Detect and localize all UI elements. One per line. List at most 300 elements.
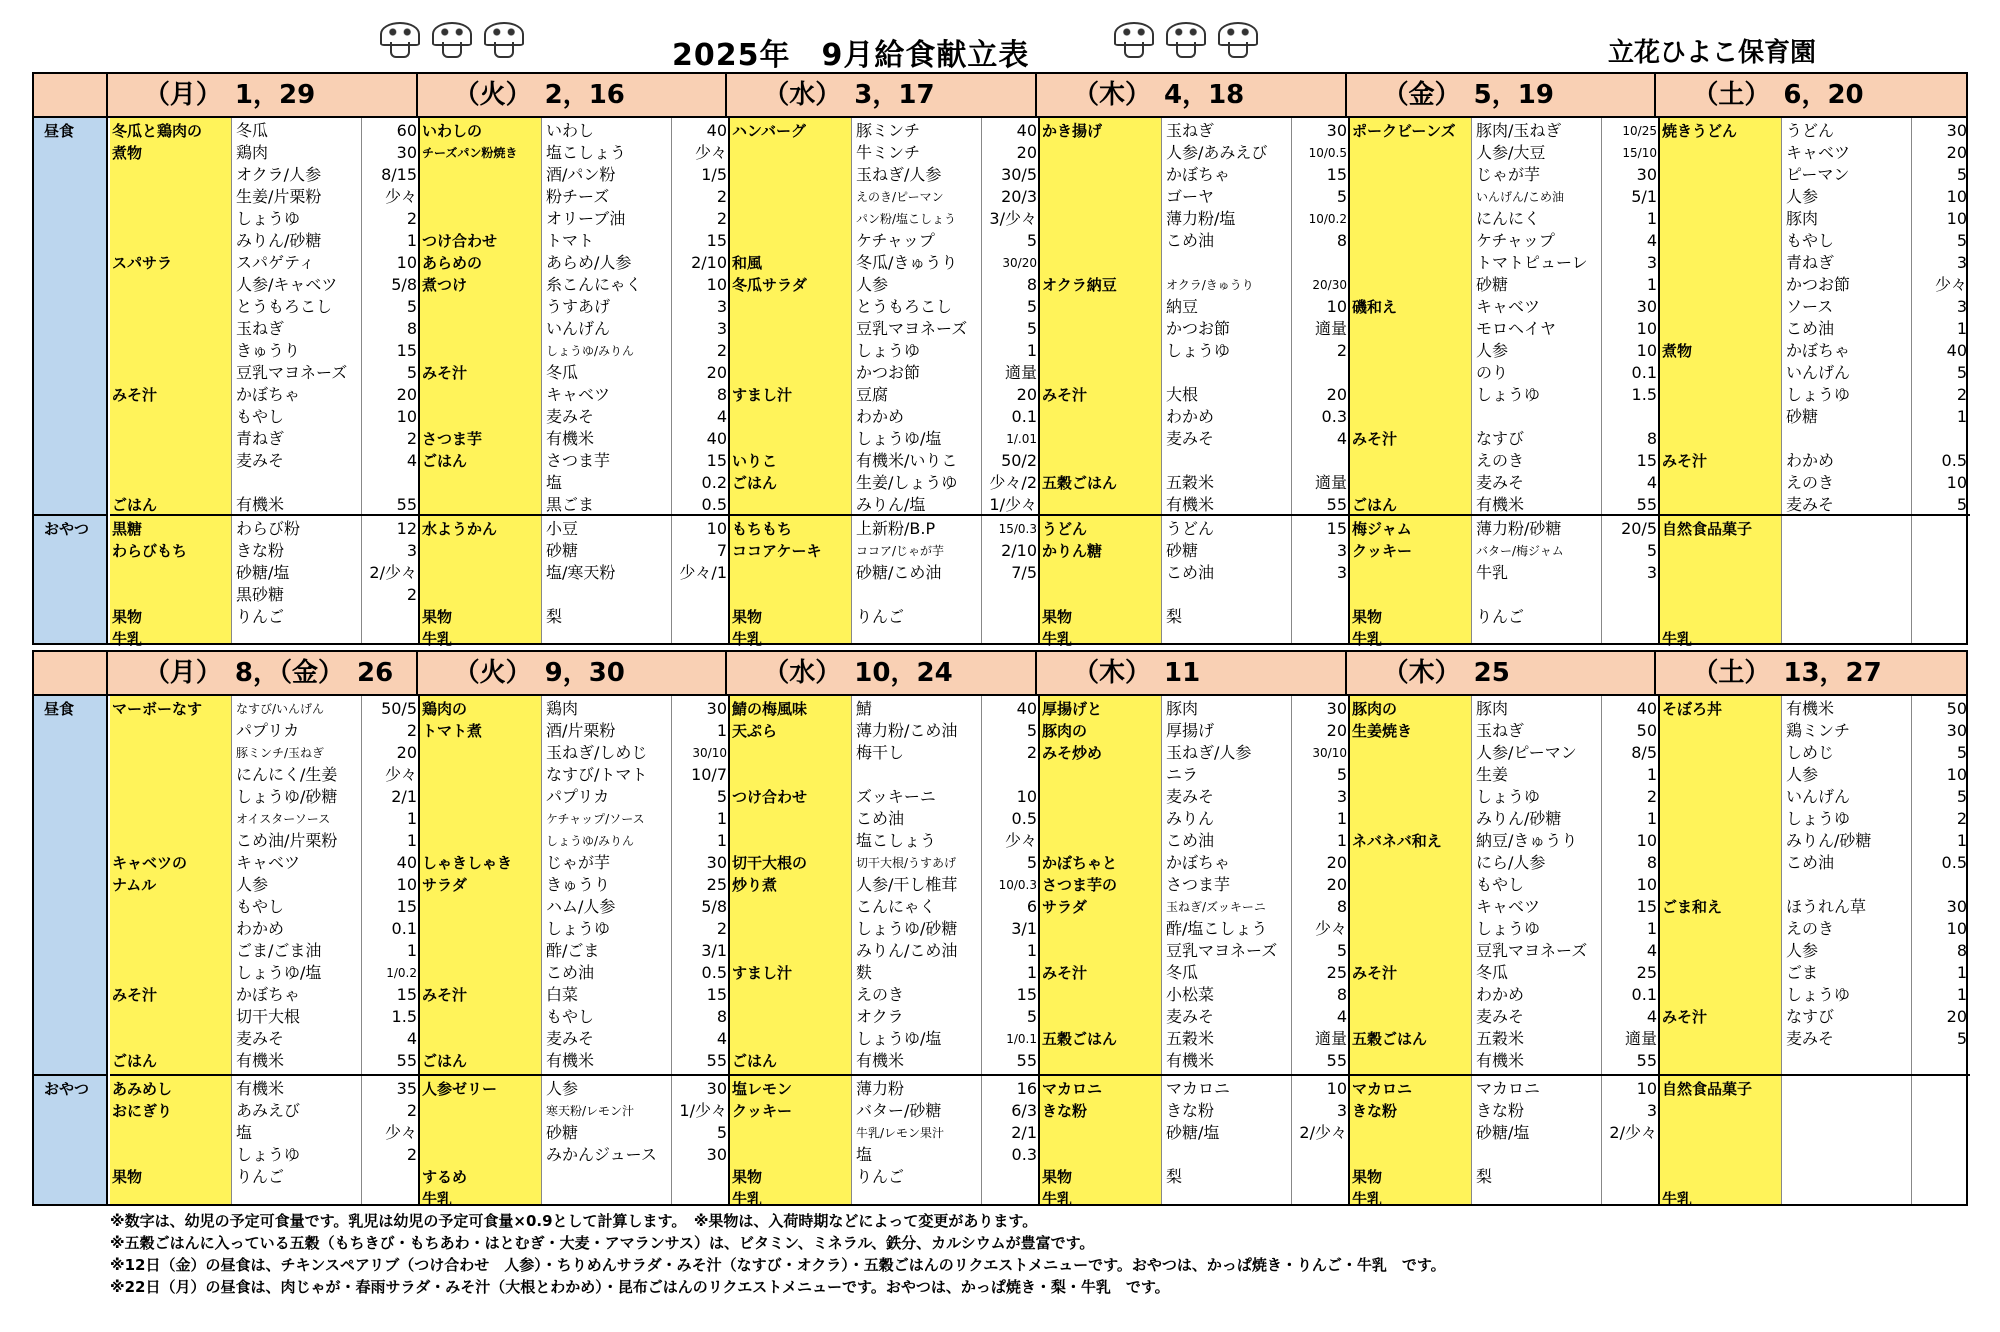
ingredient-name: りんご (236, 1167, 285, 1186)
amount-value: 4 (1336, 1007, 1347, 1026)
amount-value: 4 (1646, 941, 1657, 960)
amount-value: 40 (396, 853, 417, 872)
amount-value: 1 (1646, 765, 1657, 784)
amount-value: 3 (1956, 297, 1967, 316)
ingredient-name: しょうゆ (1786, 985, 1851, 1004)
amount-value: 55 (1326, 495, 1347, 514)
ingredient-name: 牛乳/レモン果汁 (856, 1126, 945, 1140)
snack-cell (420, 1074, 730, 1208)
day-header: （木） 11 (1037, 652, 1347, 694)
ingredient-name: みりん/塩 (856, 495, 926, 514)
day-header: （木） 4，18 (1037, 74, 1347, 116)
amount-value: 20 (396, 385, 417, 404)
amount-value: 1 (1646, 275, 1657, 294)
amount-value: 20 (1326, 385, 1347, 404)
amount-value: 5 (1956, 743, 1967, 762)
ingredient-column (232, 516, 362, 643)
ingredient-name: トマトピューレ (1476, 253, 1588, 272)
ingredient-name: 五穀米 (1166, 1029, 1215, 1048)
amount-column (982, 118, 1040, 514)
ingredient-column (542, 118, 672, 514)
amount-value: 2 (716, 919, 727, 938)
dish-column (110, 118, 232, 514)
ingredient-name: うすあげ (546, 297, 611, 316)
ingredient-name: 玉ねぎ (1476, 721, 1525, 740)
amount-value: 1/.01 (1006, 432, 1037, 446)
ingredient-name: キャベツ (1476, 297, 1541, 316)
note-line: ※12日（金）の昼食は、チキンスペアリブ（つけ合わせ 人参）・ちりめんサラダ・みそ汁（なすび・オクラ）・五穀ごはんのリクエストメニューです。おやつは、かっぱ焼き・りんご・牛乳 です。 (110, 1256, 1446, 1274)
ingredient-name: 冬瓜 (1476, 963, 1509, 982)
dish-name: 生姜焼き (1352, 722, 1413, 740)
amount-column (672, 1076, 730, 1204)
corner-cell (34, 652, 108, 694)
ingredient-name: かつお節 (856, 363, 921, 382)
dish-name: 果物 (422, 608, 453, 626)
dish-column (730, 1076, 852, 1208)
dish-name: 自然食品菓子 (1662, 1080, 1753, 1098)
amount-value: 2/1 (1011, 1123, 1037, 1142)
dish-name: 水ようかん (422, 520, 498, 538)
ingredient-name: マカロニ (1166, 1079, 1231, 1098)
dish-name: 牛乳 (1042, 1190, 1073, 1208)
amount-value: 55 (396, 1051, 417, 1070)
ingredient-name: 人参 (546, 1079, 579, 1098)
amount-value: 30 (706, 699, 727, 718)
dish-name: スパサラ (112, 254, 173, 272)
amount-value: 2 (716, 209, 727, 228)
ingredient-name: えのき (856, 985, 905, 1004)
dish-name: 人参ゼリー (422, 1080, 498, 1098)
ingredient-name: 豆乳マヨネーズ (1476, 941, 1588, 960)
ingredient-name: 人参 (236, 875, 269, 894)
dish-name: 牛乳 (422, 1190, 453, 1208)
ingredient-name: トマト (546, 231, 595, 250)
amount-value: 8 (1336, 985, 1347, 1004)
ingredient-name: しょうゆ (1786, 385, 1851, 404)
amount-value: 10 (706, 519, 727, 538)
amount-value: 3 (716, 297, 727, 316)
dish-name: ナムル (112, 876, 157, 894)
amount-value: 20 (1016, 143, 1037, 162)
ingredient-column (852, 516, 982, 643)
ingredient-name: 塩 (856, 1145, 873, 1164)
amount-value: 30/20 (1002, 256, 1037, 270)
amount-value: 1/0.2 (386, 966, 417, 980)
ingredient-name: 厚揚げ (1166, 721, 1215, 740)
ingredient-name: 冬瓜 (1166, 963, 1199, 982)
ingredient-column (1782, 696, 1912, 1074)
dish-name: みそ炒め (1042, 744, 1103, 762)
ingredient-name: パプリカ (546, 787, 610, 806)
dish-name: みそ汁 (422, 364, 468, 382)
ingredient-name: 麦みそ (1786, 495, 1835, 514)
ingredient-name: 麦みそ (1476, 1007, 1525, 1026)
ingredient-name: しょうゆ (546, 919, 611, 938)
ingredient-name: 砂糖/塩 (1476, 1123, 1530, 1142)
amount-value: 12 (396, 519, 417, 538)
amount-value: 少々 (384, 187, 417, 206)
amount-value: 2/少々 (1299, 1123, 1347, 1142)
ingredient-name: 砂糖 (1476, 275, 1509, 294)
amount-value: 0.1 (1011, 407, 1037, 426)
ingredient-name: 生姜/片栗粉 (236, 187, 322, 206)
ingredient-name: 薄力粉 (856, 1079, 905, 1098)
ingredient-name: 砂糖/こめ油 (856, 563, 942, 582)
ingredient-name: ゴーヤ (1166, 187, 1215, 206)
amount-value: 3/1 (701, 941, 727, 960)
dish-name: ごはん (1352, 496, 1398, 514)
ingredient-name: みりん/砂糖 (1476, 809, 1562, 828)
snack-cell (1040, 514, 1350, 648)
amount-value: 5 (716, 1123, 727, 1142)
ingredient-column (1162, 1076, 1292, 1204)
ingredient-name: しょうゆ (236, 209, 301, 228)
note-line: ※五穀ごはんに入っている五穀（もちきび・もちあわ・はとむぎ・大麦・アマランサス）は、ビタミン、ミネラル、鉄分、カルシウムが豊富です。 (110, 1234, 1095, 1252)
ingredient-column (542, 516, 672, 643)
amount-value: 1 (406, 231, 417, 250)
dish-name: 梅ジャム (1352, 520, 1412, 538)
ingredient-name: 玉ねぎ/ズッキーニ (1166, 900, 1266, 914)
amount-value: 30 (706, 1145, 727, 1164)
ingredient-name: 切干大根 (236, 1007, 301, 1026)
amount-value: 少々 (1004, 831, 1037, 850)
amount-value: 3 (1336, 563, 1347, 582)
amount-value: 30/5 (1001, 165, 1037, 184)
amount-value: 20/5 (1621, 519, 1657, 538)
amount-value: 20 (1946, 1007, 1967, 1026)
amount-value: 少々/2 (989, 473, 1037, 492)
ingredient-column (232, 696, 362, 1074)
ingredient-name: 豆乳マヨネーズ (236, 363, 348, 382)
dish-name: 煮つけ (422, 276, 468, 294)
amount-value: 8/5 (1631, 743, 1657, 762)
amount-column (1912, 118, 1970, 514)
dish-name: かりん糖 (1042, 542, 1103, 560)
dish-column (1660, 118, 1782, 514)
ingredient-name: 牛乳 (1476, 563, 1509, 582)
dish-name: つけ合わせ (732, 788, 808, 806)
ingredient-name: オクラ (856, 1007, 904, 1026)
dish-name: 牛乳 (732, 630, 763, 648)
amount-value: 0.5 (701, 963, 727, 982)
dish-name: クッキー (1352, 542, 1413, 560)
dish-name: すまし汁 (732, 386, 793, 404)
ingredient-name: 塩 (236, 1123, 253, 1142)
ingredient-name: いんげん (546, 319, 611, 338)
ingredient-name: 薄力粉/塩 (1166, 209, 1236, 228)
amount-value: 5 (716, 787, 727, 806)
amount-value: 1 (1336, 831, 1347, 850)
amount-value: 2 (1026, 743, 1037, 762)
amount-value: 1 (1646, 809, 1657, 828)
ingredient-name: オイスターソース (236, 812, 331, 826)
amount-value: 1 (1026, 341, 1037, 360)
lunch-cell (1660, 696, 1970, 1074)
amount-value: 6 (1026, 897, 1037, 916)
amount-value: 2 (1646, 787, 1657, 806)
dish-column (110, 696, 232, 1074)
amount-value: 0.5 (1011, 809, 1037, 828)
dish-name: 果物 (1352, 1168, 1383, 1186)
lunch-label: 昼食 (34, 118, 108, 514)
amount-value: 7/5 (1011, 563, 1037, 582)
dish-name: いわしの (422, 122, 483, 140)
amount-value: 2/10 (691, 253, 727, 272)
amount-value: 3/1 (1011, 919, 1037, 938)
mushroom-illustration (1110, 20, 1258, 60)
ingredient-name: かぼちゃ (1166, 165, 1231, 184)
ingredient-name: オリーブ油 (546, 209, 626, 228)
dish-name: 煮物 (112, 144, 143, 162)
dish-name: 果物 (1042, 608, 1073, 626)
snack-cell (1350, 514, 1660, 648)
ingredient-name: 有機米 (236, 1079, 285, 1098)
lunch-cell (420, 696, 730, 1074)
ingredient-name: 豚肉/玉ねぎ (1476, 121, 1562, 140)
amount-value: 2 (1336, 341, 1347, 360)
amount-value: 10 (1946, 919, 1967, 938)
ingredient-name: 納豆/きゅうり (1476, 831, 1578, 850)
ingredient-name: キャベツ (1786, 143, 1851, 162)
ingredient-name: もやし (1786, 231, 1835, 250)
ingredient-column (852, 1076, 982, 1204)
dish-column (1660, 696, 1782, 1074)
amount-value: 2 (406, 721, 417, 740)
ingredient-name: 鶏肉 (546, 699, 579, 718)
ingredient-name: 麦みそ (1166, 429, 1215, 448)
ingredient-name: 麦みそ (236, 1029, 285, 1048)
amount-value: 8 (1026, 275, 1037, 294)
ingredient-name: 上新粉/B.P (856, 519, 936, 538)
ingredient-name: なすび (1786, 1007, 1835, 1026)
amount-value: 5 (1336, 941, 1347, 960)
ingredient-name: じゃが芋 (1476, 165, 1541, 184)
amount-value: 少々 (384, 765, 417, 784)
dish-name: 牛乳 (1662, 630, 1693, 648)
amount-value: 10 (1946, 765, 1967, 784)
dish-name: みそ汁 (1662, 1008, 1708, 1026)
amount-value: 55 (1636, 495, 1657, 514)
dish-name: みそ汁 (422, 986, 468, 1004)
ingredient-name: 豚肉 (1166, 699, 1199, 718)
dish-column (1040, 1076, 1162, 1208)
amount-value: 適量 (1314, 1029, 1347, 1048)
amount-value: 30 (1326, 699, 1347, 718)
ingredient-name: わかめ (1786, 451, 1835, 470)
ingredient-name: モロヘイヤ (1476, 319, 1557, 338)
ingredient-name: パン粉/塩こしょう (856, 212, 957, 226)
dish-name: 冬瓜と鶏肉の (112, 122, 203, 140)
amount-value: 25 (1636, 963, 1657, 982)
amount-value: 60 (396, 121, 417, 140)
amount-value: 10 (1946, 187, 1967, 206)
page-header (0, 0, 2000, 72)
amount-value: 1 (716, 809, 727, 828)
ingredient-name: わかめ (236, 919, 285, 938)
amount-value: 1 (1956, 319, 1967, 338)
ingredient-name: こめ油 (1786, 853, 1835, 872)
amount-value: 5/1 (1631, 187, 1657, 206)
amount-value: 5 (1026, 297, 1037, 316)
ingredient-name: さつま芋 (546, 451, 611, 470)
ingredient-name: 有機米 (1166, 1051, 1215, 1070)
ingredient-name: キャベツ (546, 385, 611, 404)
dish-name: 牛乳 (732, 1190, 763, 1208)
ingredient-name: バター/梅ジャム (1476, 544, 1564, 558)
dish-name: そぼろ丼 (1662, 700, 1723, 718)
ingredient-name: 豚ミンチ (856, 121, 921, 140)
amount-value: 40 (1016, 699, 1037, 718)
dish-name: きな粉 (1042, 1102, 1088, 1120)
ingredient-name: 薄力粉/こめ油 (856, 721, 958, 740)
amount-value: 8 (716, 1007, 727, 1026)
ingredient-column (1782, 516, 1912, 643)
dish-name: チーズパン粉焼き (422, 146, 518, 160)
lunch-cell (110, 118, 420, 514)
amount-value: 1.5 (391, 1007, 417, 1026)
amount-value: 3 (1336, 787, 1347, 806)
ingredient-name: こんにゃく (856, 897, 936, 916)
ingredient-name: もやし (1476, 875, 1525, 894)
amount-value: 40 (706, 121, 727, 140)
ingredient-name: みりん/こめ油 (856, 941, 958, 960)
ingredient-name: ケチャップ/ソース (546, 812, 645, 826)
amount-value: 5 (1646, 541, 1657, 560)
amount-value: 15/10 (1622, 146, 1657, 160)
amount-value: 1/少々 (679, 1101, 727, 1120)
ingredient-name: しょうゆ (1476, 787, 1541, 806)
amount-value: 5 (1026, 853, 1037, 872)
ingredient-name: 塩こしょう (546, 143, 627, 162)
ingredient-name: えのき/ピーマン (856, 190, 944, 204)
ingredient-name: 人参/あみえび (1166, 143, 1268, 162)
amount-value: 0.5 (701, 495, 727, 514)
amount-column (672, 118, 730, 514)
ingredient-column (852, 118, 982, 514)
amount-value: 10 (1636, 341, 1657, 360)
dish-name: しゃきしゃき (422, 854, 513, 872)
ingredient-name: 大根 (1166, 385, 1199, 404)
dish-name: ごはん (112, 496, 158, 514)
amount-column (1292, 118, 1350, 514)
ingredient-name: かぼちゃ (236, 385, 301, 404)
amount-column (1602, 1076, 1660, 1204)
lunch-cell (1350, 696, 1660, 1074)
dish-name: うどん (1042, 520, 1088, 538)
ingredient-name: 酢/ごま (546, 941, 600, 960)
amount-value: 2 (406, 585, 417, 604)
dish-name: 牛乳 (1352, 1190, 1383, 1208)
dish-name: 果物 (1042, 1168, 1073, 1186)
amount-value: 30 (1326, 121, 1347, 140)
ingredient-name: きゅうり (546, 875, 611, 894)
amount-column (672, 696, 730, 1074)
ingredient-name: 有機米 (236, 495, 285, 514)
amount-value: 40 (1016, 121, 1037, 140)
dish-name: 天ぷら (732, 722, 778, 740)
amount-value: 55 (1016, 1051, 1037, 1070)
dish-column (1660, 516, 1782, 648)
amount-value: 適量 (1624, 1029, 1657, 1048)
ingredient-name: 寒天粉/レモン汁 (546, 1104, 635, 1118)
dish-name: みそ汁 (1042, 964, 1088, 982)
amount-value: 2 (716, 187, 727, 206)
amount-value: 4 (1646, 1007, 1657, 1026)
amount-value: 50/5 (381, 699, 417, 718)
dish-name: 果物 (732, 1168, 763, 1186)
ingredient-name: 有機米 (1786, 699, 1835, 718)
amount-value: 2/少々 (1609, 1123, 1657, 1142)
amount-value: 3/少々 (989, 209, 1037, 228)
ingredient-name: 冬瓜 (546, 363, 579, 382)
amount-value: 20 (396, 743, 417, 762)
snack-cell (420, 514, 730, 648)
dish-name: 牛乳 (1662, 1190, 1693, 1208)
day-header: （火） 2，16 (418, 74, 728, 116)
ingredient-name: ケチャップ (1476, 231, 1555, 250)
amount-value: 5 (1956, 165, 1967, 184)
amount-value: 20/30 (1312, 278, 1347, 292)
amount-value: 1 (1956, 963, 1967, 982)
amount-value: 55 (396, 495, 417, 514)
ingredient-name: のり (1476, 363, 1509, 382)
dish-name: オクラ納豆 (1042, 276, 1117, 294)
ingredient-name: 黒砂糖 (236, 585, 285, 604)
ingredient-name: 酒/パン粉 (546, 165, 616, 184)
amount-value: 2 (1956, 385, 1967, 404)
ingredient-name: きな粉 (1476, 1101, 1525, 1120)
ingredient-name: こめ油/片栗粉 (236, 831, 338, 850)
amount-value: 10 (1016, 787, 1037, 806)
ingredient-name: しょうゆ (1786, 809, 1851, 828)
amount-value: 3 (716, 319, 727, 338)
amount-value: 55 (1636, 1051, 1657, 1070)
ingredient-name: りんご (1476, 607, 1525, 626)
amount-value: 1 (1956, 831, 1967, 850)
ingredient-column (1162, 118, 1292, 514)
mushroom-illustration (376, 20, 524, 60)
amount-value: 3 (1646, 563, 1657, 582)
dish-column (420, 696, 542, 1074)
dish-column (730, 696, 852, 1074)
ingredient-name: 砂糖/塩 (236, 563, 290, 582)
dish-name: するめ (422, 1168, 468, 1186)
ingredient-name: 塩 (546, 473, 563, 492)
ingredient-name: 人参/大豆 (1476, 143, 1546, 162)
amount-value: 10/7 (691, 765, 727, 784)
ingredient-column (542, 696, 672, 1074)
amount-value: 1.5 (1631, 385, 1657, 404)
amount-value: 2/少々 (369, 563, 417, 582)
dish-name: 自然食品菓子 (1662, 520, 1753, 538)
amount-value: 10 (1636, 319, 1657, 338)
ingredient-name: もやし (236, 407, 285, 426)
ingredient-name: みりん/砂糖 (1786, 831, 1872, 850)
amount-value: 15 (706, 231, 727, 250)
dish-name: 牛乳 (422, 630, 453, 648)
ingredient-name: かつお節 (1786, 275, 1851, 294)
dish-name: 五穀ごはん (1042, 474, 1118, 492)
ingredient-name: ごま (1786, 963, 1819, 982)
amount-value: 20 (1326, 721, 1347, 740)
dish-name: 果物 (1352, 608, 1383, 626)
dish-name: マーボーなす (112, 700, 203, 718)
amount-value: 1 (406, 831, 417, 850)
dish-name: 果物 (112, 1168, 143, 1186)
ingredient-name: あらめ/人参 (546, 253, 632, 272)
amount-value: 少々 (694, 143, 727, 162)
dish-name: みそ汁 (112, 386, 158, 404)
